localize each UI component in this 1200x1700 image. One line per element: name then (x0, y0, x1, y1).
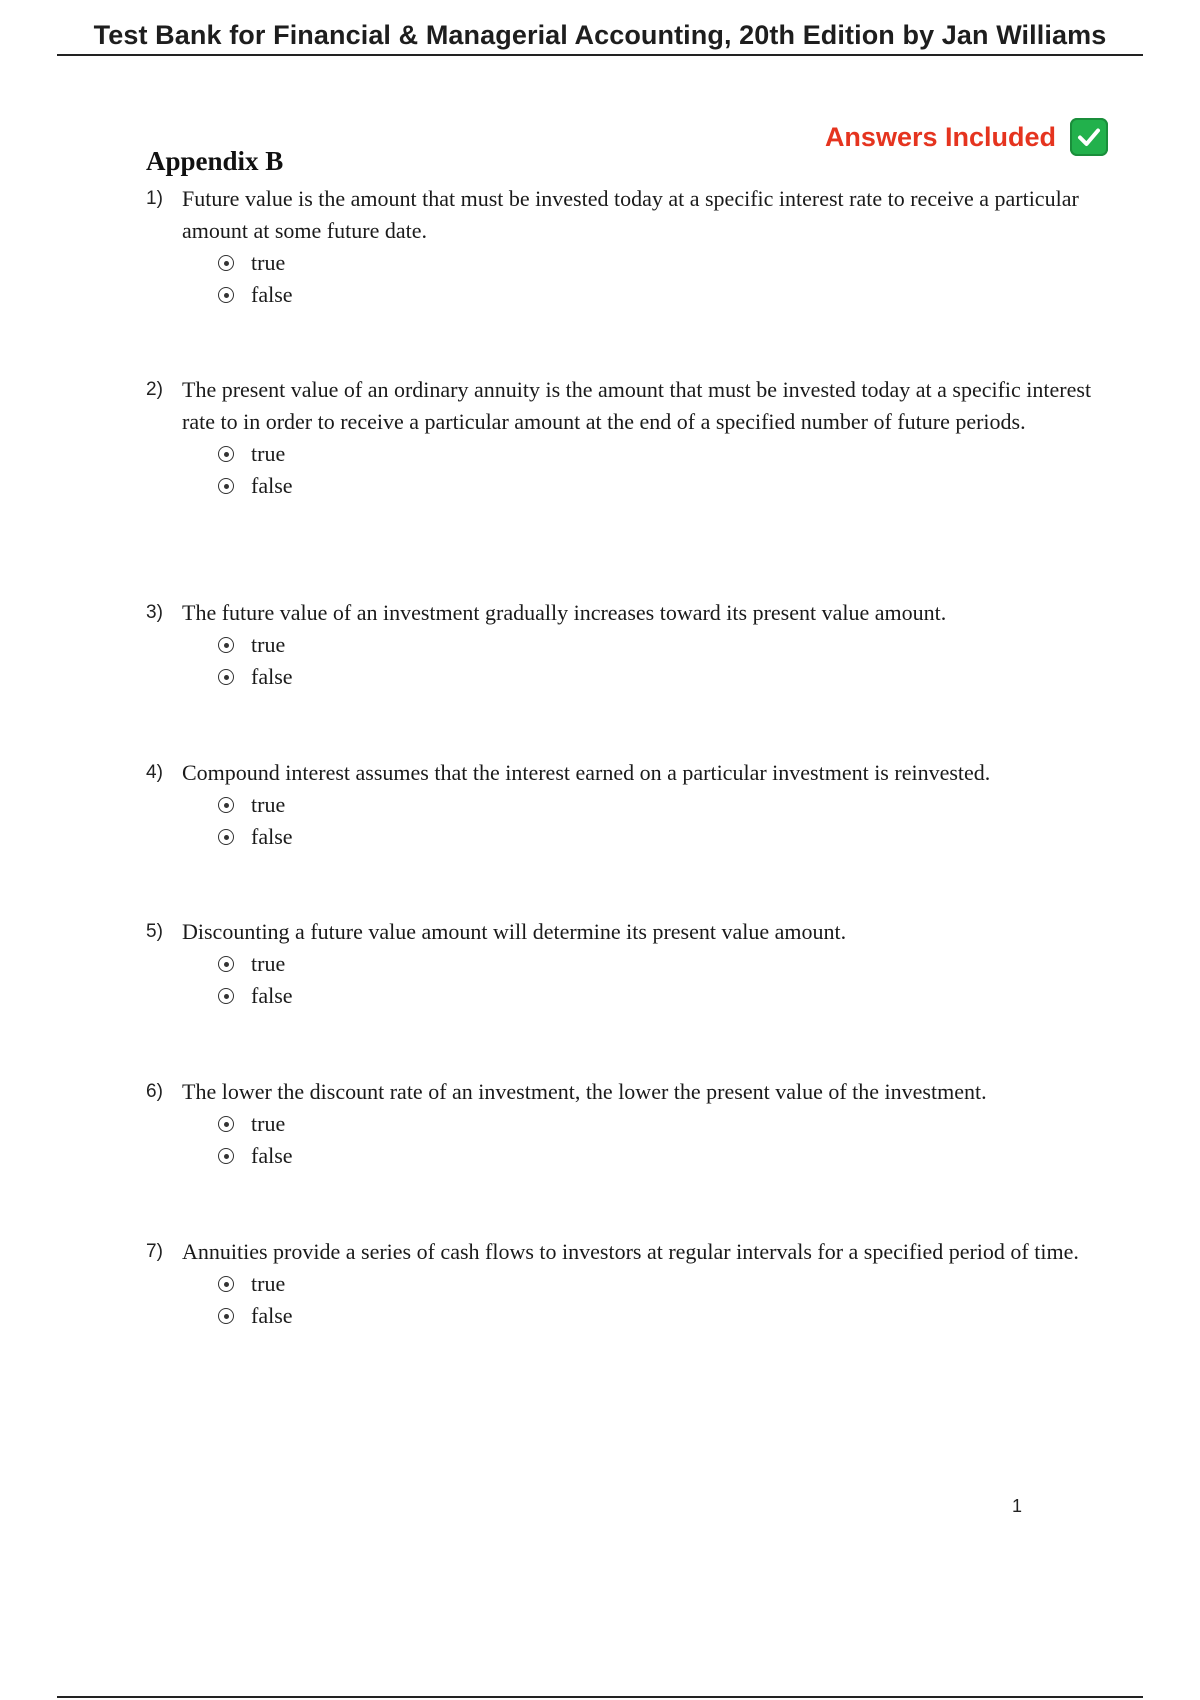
option-label: true (251, 792, 286, 817)
radio-icon[interactable] (218, 1308, 234, 1324)
option-label: true (251, 1271, 286, 1296)
radio-icon[interactable] (218, 1148, 234, 1164)
option-true[interactable] (218, 789, 1106, 821)
radio-icon[interactable] (218, 988, 234, 1004)
section-title: Appendix B (146, 146, 284, 176)
option-true[interactable] (218, 629, 1106, 661)
radio-icon[interactable] (218, 1116, 234, 1132)
check-mark-icon (1070, 118, 1108, 156)
option-label: false (251, 664, 293, 689)
question-text: Discounting a future value amount will determine its present value amount. (182, 919, 847, 944)
option-false[interactable] (218, 279, 1106, 311)
answer-options (218, 948, 1106, 1012)
option-label: false (251, 1303, 293, 1328)
option-true[interactable] (218, 1268, 1106, 1300)
question-text: Compound interest assumes that the interest earned on a particular investment is reinvested. (182, 760, 991, 785)
option-label: true (251, 441, 286, 466)
page-number: 1 (1012, 1496, 1023, 1516)
radio-icon[interactable] (218, 637, 234, 653)
answer-options (218, 247, 1106, 311)
radio-icon[interactable] (218, 255, 234, 271)
option-true[interactable] (218, 948, 1106, 980)
page-header (57, 14, 1143, 56)
option-true[interactable] (218, 1108, 1106, 1140)
radio-icon[interactable] (218, 829, 234, 845)
question-item (146, 1076, 1106, 1172)
question-item (146, 374, 1106, 502)
question-number: 3) (146, 602, 163, 623)
radio-icon[interactable] (218, 797, 234, 813)
answer-options (218, 1268, 1106, 1332)
question-text: Future value is the amount that must be invested today at a specific interest rate to receive a particular amount at some future date. (182, 186, 1079, 243)
document-title: Test Bank for Financial & Managerial Accounting, 20th Edition by Jan Williams (93, 20, 1107, 50)
option-true[interactable] (218, 247, 1106, 279)
answer-options (218, 629, 1106, 693)
question-item (146, 183, 1106, 311)
question-text: The future value of an investment gradually increases toward its present value amount. (182, 600, 947, 625)
question-item (146, 757, 1106, 853)
option-label: false (251, 1143, 293, 1168)
option-label: true (251, 1111, 286, 1136)
option-label: true (251, 951, 286, 976)
question-number: 5) (146, 921, 163, 942)
option-false[interactable] (218, 1300, 1106, 1332)
answer-options (218, 438, 1106, 502)
question-number: 7) (146, 1241, 163, 1262)
radio-icon[interactable] (218, 446, 234, 462)
option-false[interactable] (218, 470, 1106, 502)
answer-options (218, 1108, 1106, 1172)
option-false[interactable] (218, 980, 1106, 1012)
option-false[interactable] (218, 821, 1106, 853)
option-label: false (251, 824, 293, 849)
question-text: The lower the discount rate of an investment, the lower the present value of the investment. (182, 1079, 987, 1104)
option-false[interactable] (218, 661, 1106, 693)
question-item (146, 916, 1106, 1012)
question-number: 6) (146, 1081, 163, 1102)
question-number: 4) (146, 762, 163, 783)
radio-icon[interactable] (218, 287, 234, 303)
option-false[interactable] (218, 1140, 1106, 1172)
option-label: true (251, 250, 286, 275)
option-true[interactable] (218, 438, 1106, 470)
radio-icon[interactable] (218, 1276, 234, 1292)
answers-included-label: Answers Included (824, 121, 1056, 152)
question-number: 2) (146, 379, 163, 400)
radio-icon[interactable] (218, 478, 234, 494)
footer-divider (57, 1696, 1143, 1698)
option-label: false (251, 473, 293, 498)
option-label: false (251, 983, 293, 1008)
radio-icon[interactable] (218, 669, 234, 685)
radio-icon[interactable] (218, 956, 234, 972)
answer-options (218, 789, 1106, 853)
option-label: false (251, 282, 293, 307)
answers-included-badge (825, 118, 1108, 156)
question-text: Annuities provide a series of cash flows to investors at regular intervals for a specified period of time. (182, 1239, 1079, 1264)
question-number: 1) (146, 188, 163, 209)
question-item (146, 597, 1106, 693)
question-text: The present value of an ordinary annuity is the amount that must be invested today at a specific interest rate to in order to receive a particular amount at the end of a specified number of future periods. (182, 377, 1092, 434)
option-label: true (251, 632, 286, 657)
question-item (146, 1236, 1106, 1332)
